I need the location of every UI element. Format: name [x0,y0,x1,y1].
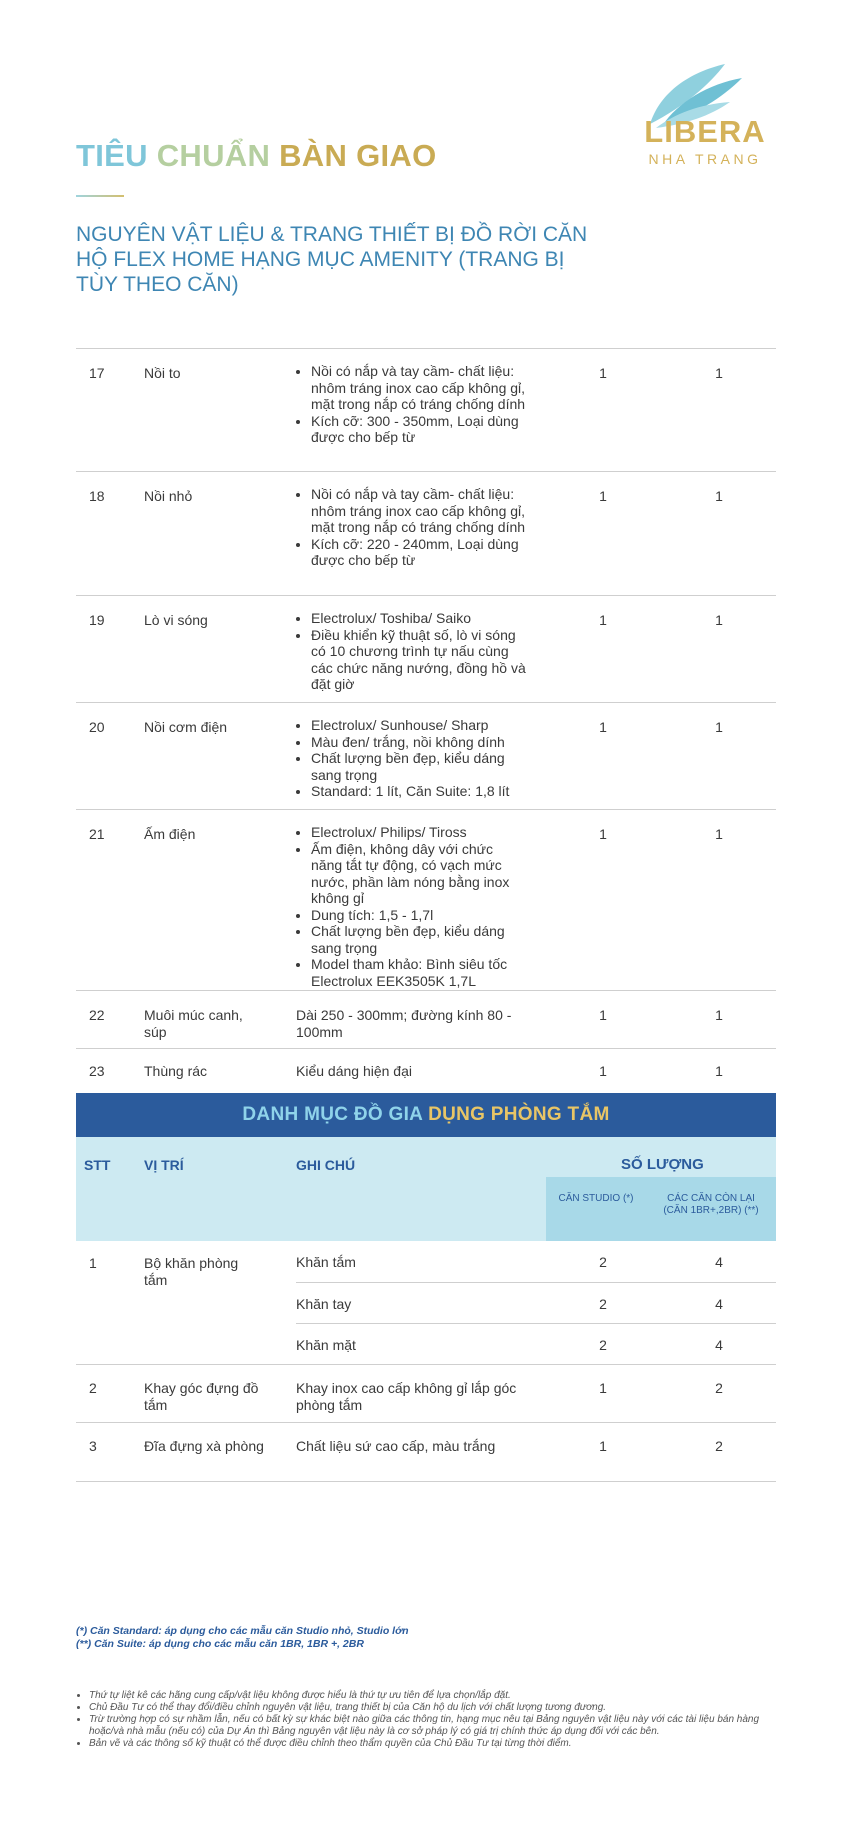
list-item: • Electrolux/ Sunhouse/ Sharp [311,717,526,734]
towel-row [296,1282,776,1324]
legend-line: (*) Căn Standard: áp dụng cho các mẫu căn Studio nhỏ, Studio lớn [76,1625,409,1637]
row-description [296,824,526,989]
row-description: Chất liệu sứ cao cấp, màu trắng [296,1438,496,1454]
subheader-others: CÁC CĂN CÒN LẠI (CĂN 1BR+,2BR) (**) [663,1193,759,1216]
header-stt: STT [84,1157,111,1173]
towel-name: Khăn tay [296,1296,352,1312]
row-qty-studio: 1 [599,1438,607,1454]
towel-row [296,1323,776,1365]
towel-qty-others: 4 [715,1296,723,1312]
towel-qty-others: 4 [715,1254,723,1270]
list-item: • Electrolux/ Toshiba/ Saiko [311,610,526,627]
row-description: Kiểu dáng hiện đại [296,1063,412,1079]
row-qty-others: 1 [715,1007,723,1023]
logo-name: LIBERA [644,114,766,149]
row-stt: 21 [89,826,105,842]
list-item: • Electrolux/ Philips/ Tiross [311,824,526,841]
table-row [76,990,776,1049]
row-item-name: Ấm điện [144,826,196,842]
table-header [76,1137,776,1241]
row-qty-studio: 1 [599,488,607,504]
note-item: • Chủ Đầu Tư có thể thay đổi/điều chỉnh nguyên vật liệu, trang thiết bị của Căn hộ du lịch với chất lượng tương đương. [89,1702,779,1714]
legend-line: (**) Căn Suite: áp dụng cho các mẫu căn 1BR, 1BR +, 2BR [76,1638,364,1650]
row-item-name: Nồi cơm điện [144,719,228,735]
row-stt: 23 [89,1063,105,1079]
row-stt: 2 [89,1380,97,1396]
table-row [76,1364,776,1423]
row-item-name: Lò vi sóng [144,612,208,628]
row-item-name: Thùng rác [144,1063,208,1079]
subheader-studio: CĂN STUDIO (*) [558,1193,634,1204]
list-item: • Chất lượng bền đẹp, kiểu dáng sang trọng [311,750,526,783]
row-stt: 18 [89,488,105,504]
title-divider [76,195,124,197]
towel-qty-others: 4 [715,1337,723,1353]
list-item: • Kích cỡ: 220 - 240mm, Loại dùng được cho bếp từ [311,536,526,569]
row-description [296,610,526,693]
row-qty-others: 1 [715,612,723,628]
list-item: • Nồi có nắp và tay cầm- chất liệu: nhôm tráng inox cao cấp không gỉ, mặt trong nắp có tráng chống dính [311,363,526,413]
list-item: • Nồi có nắp và tay cầm- chất liệu: nhôm tráng inox cao cấp không gỉ, mặt trong nắp có tráng chống dính [311,486,526,536]
row-qty-studio: 1 [599,1063,607,1079]
row-qty-studio: 1 [599,612,607,628]
header-location: VỊ TRÍ [144,1157,184,1173]
towel-qty-studio: 2 [599,1296,607,1312]
list-item: • Điều khiển kỹ thuật số, lò vi sóng có 10 chương trình tự nấu cùng các chức năng nướng, đồng hồ và đặt giờ [311,627,526,693]
header-note: GHI CHÚ [296,1157,356,1173]
towel-qty-studio: 2 [599,1337,607,1353]
list-item: • Model tham khảo: Bình siêu tốc Electrolux EEK3505K 1,7L [311,956,526,989]
list-item: • Standard: 1 lít, Căn Suite: 1,8 lít [311,783,526,800]
towel-row [296,1241,776,1282]
section-title-part-1: DANH MỤC ĐỒ GIA [242,1104,429,1125]
row-qty-others: 1 [715,365,723,381]
row-qty-others: 1 [715,826,723,842]
table-row [76,471,776,596]
table-row [76,1422,776,1482]
title-part-2: CHUẨN [156,138,280,173]
note-item: • Bản vẽ và các thông số kỹ thuật có thể được điều chỉnh theo thẩm quyền của Chủ Đầu Tư tại từng thời điểm. [89,1738,779,1750]
row-item-name: Muôi múc canh, súp [144,1007,243,1040]
row-qty-studio: 1 [599,365,607,381]
row-qty-studio: 1 [599,826,607,842]
row-stt: 22 [89,1007,105,1023]
quantity-subheader [546,1177,776,1241]
title-part-1: TIÊU [76,138,157,173]
note-item: • Trừ trường hợp có sự nhầm lẫn, nếu có bất kỳ sự khác biệt nào giữa các thông tin, hạng mục nêu tại Bảng nguyên vật liệu này với các tài liệu bán hàng hoặc/và nhà mẫu (nếu có) của Dự Án thì Bảng nguyên vật liệu này là cơ sở pháp lý có giá trị chính thức áp dụng đối với các bên. [89,1714,779,1738]
table-row [76,595,776,703]
title-part-3: BÀN GIAO [279,138,437,173]
towel-qty-studio: 2 [599,1254,607,1270]
section-title-part-2: DỤNG PHÒNG TẮM [428,1104,610,1125]
list-item: • Chất lượng bền đẹp, kiểu dáng sang trọng [311,923,526,956]
list-item: • Màu đen/ trắng, nồi không dính [311,734,526,751]
towel-name: Khăn tắm [296,1254,356,1270]
page-subtitle: NGUYÊN VẬT LIỆU & TRANG THIẾT BỊ ĐỒ RỜI CĂN HỘ FLEX HOME HẠNG MỤC AMENITY (TRANG BỊ TÙY THEO CĂN) [76,223,588,296]
row-qty-others: 2 [715,1380,723,1396]
row-qty-others: 1 [715,488,723,504]
row-qty-others: 1 [715,719,723,735]
table-row [76,348,776,472]
row-stt: 1 [89,1255,97,1271]
note-item: • Thứ tự liệt kê các hãng cung cấp/vật liệu không được hiểu là thứ tự ưu tiên để lựa chọn/lắp đặt. [89,1690,779,1702]
row-description: Dài 250 - 300mm; đường kính 80 - 100mm [296,1007,512,1040]
row-qty-studio: 1 [599,1007,607,1023]
disclaimer-notes [76,1690,779,1750]
row-stt: 3 [89,1438,97,1454]
row-qty-studio: 1 [599,1380,607,1396]
row-qty-others: 2 [715,1438,723,1454]
bathroom-section-title [76,1093,776,1137]
row-stt: 19 [89,612,105,628]
towel-name: Khăn mặt [296,1337,356,1353]
row-item-name: Khay góc đựng đồ tắm [144,1380,259,1413]
table-row [76,702,776,810]
libera-logo [630,62,780,177]
row-description [296,486,526,569]
row-qty-studio: 1 [599,719,607,735]
page-title [76,138,437,174]
row-description [296,363,526,446]
table-row [76,1048,776,1094]
row-qty-others: 1 [715,1063,723,1079]
row-item-name: Nồi nhỏ [144,488,193,504]
row-item-name: Bộ khăn phòng tắm [144,1255,239,1288]
list-item: • Dung tích: 1,5 - 1,7l [311,907,526,924]
row-stt: 20 [89,719,105,735]
table-row [76,809,776,991]
logo-location: NHA TRANG [648,151,762,167]
row-stt: 17 [89,365,105,381]
list-item: • Kích cỡ: 300 - 350mm, Loại dùng được cho bếp từ [311,413,526,446]
header-quantity: SỐ LƯỢNG [621,1156,704,1173]
row-description [296,717,526,800]
footnote-legend [76,1625,409,1651]
list-item: • Ấm điện, không dây với chức năng tắt tự động, có vạch mức nước, phần làm nóng bằng inox không gỉ [311,841,526,907]
row-description: Khay inox cao cấp không gỉ lắp góc phòng tắm [296,1380,517,1413]
row-item-name: Đĩa đựng xà phòng [144,1438,264,1454]
row-item-name: Nồi to [144,365,181,381]
